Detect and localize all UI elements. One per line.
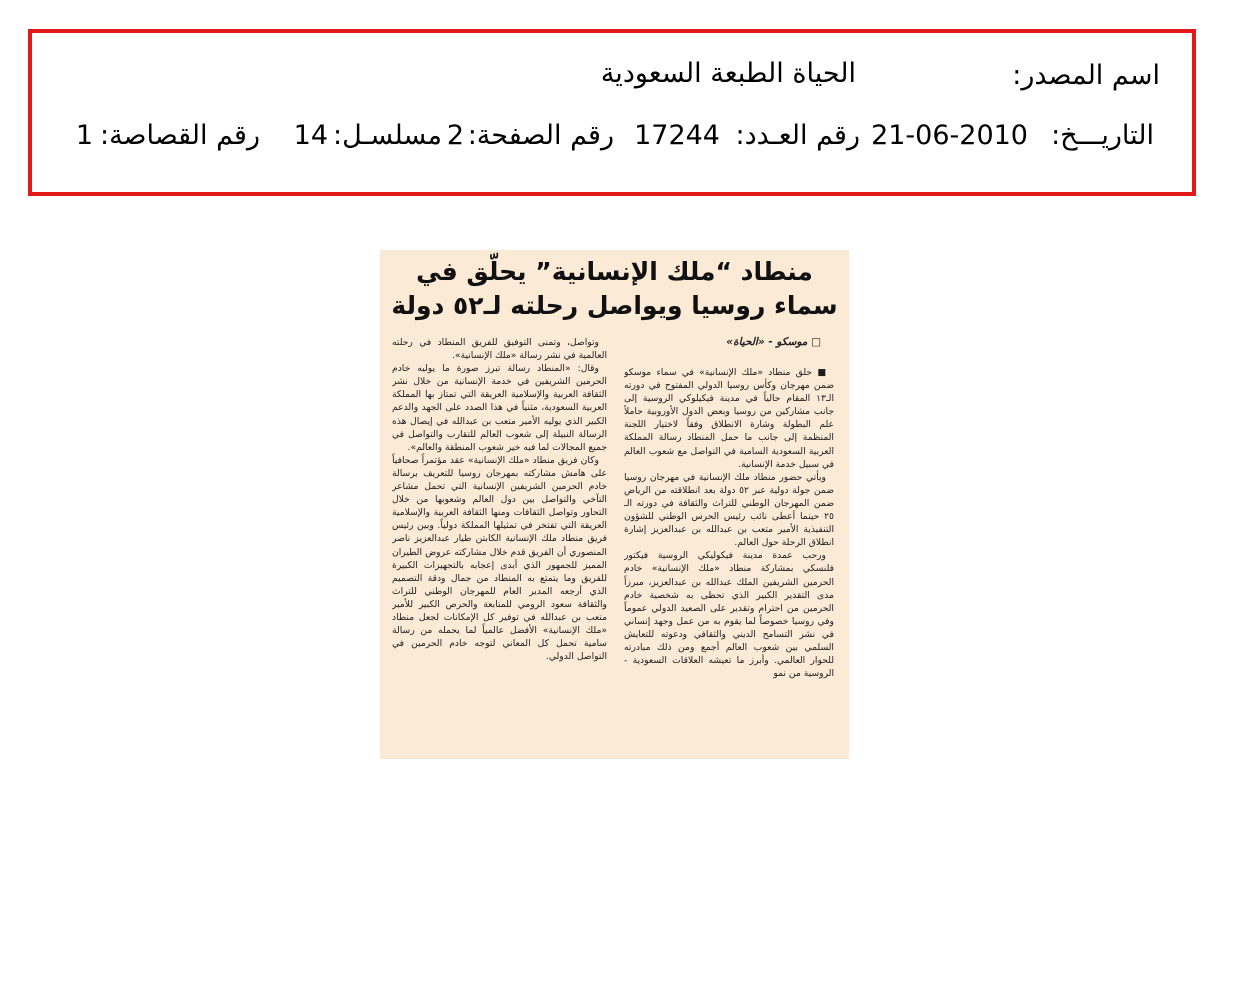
issue-label: رقم العـدد: bbox=[735, 120, 860, 151]
article-paragraph: وكان فريق منطاد «ملك الإنسانية» عقد مؤتمراً صحافياً على هامش مشاركته بمهرجان روسيا للتعريف برسالة خادم الحرمين الشريفين الإنسانية التي تحمل مشاعر التآخي والتواصل بين دول العالم وشعوبها من خلال التحاور وتواصل الثقافات ومنها الثقافة العربية والإسلامية العريقة التي تفتخر في تمثيلها المملكة دولياً. وبين رئيس فريق منطاد ملك الإنسانية الكابتن طيار عبدالعزيز ناصر المنصوري أن الفريق قدم خلال مشاركته عروض الطيران المميز للجمهور الذي أبدى إعجابه بالتجهيزات الكبيرة للفريق وما يتمتع به المنطاد من جمال ودقة التصميم الذي أرجعه المدير العام للمهرجان الوطني للتراث والثقافة سعود الرومي للمتابعة والحرص الكبير للأمير متعب بن عبدالله في توفير كل الإمكانات لجعل منطاد «ملك الإنسانية» الأفضل عالمياً لما يحمله من رسالة سامية تحمل كل المعاني لتوجه خادم الحرمين في التواصل الدولي. bbox=[392, 454, 607, 663]
article-column-right bbox=[624, 366, 834, 752]
serial-label: مسلسـل: bbox=[332, 120, 442, 151]
source-info-box bbox=[28, 29, 1196, 196]
source-label: اسم المصدر: bbox=[1012, 60, 1160, 91]
newspaper-clipping bbox=[380, 250, 849, 759]
article-paragraph: وتواصل، وتمنى التوفيق للفريق المنطاد في رحلته العالمية في نشر رسالة «ملك الإنسانية». bbox=[392, 337, 607, 362]
serial-value: 14 bbox=[293, 120, 328, 151]
issue-value: 17244 bbox=[634, 120, 720, 151]
article-title-line-2: سماء روسيا ويواصل رحلته لـ٥٢ دولة bbox=[391, 291, 838, 320]
clip-value: 1 bbox=[75, 120, 93, 151]
article-paragraph: وقال: «المنطاد رسالة تبرز صورة ما يوليه خادم الحرمين الشريفين في خدمة الإنسانية من خلال نشر الثقافة العربية والإسلامية العريقة التي تمتاز بها المملكة العربية السعودية، مثنياً في هذا الصدد على الجهد والدعم الكبير الذي يوليه الأمير متعب بن عبدالله في إيصال هذه الرسالة النبيلة إلى شعوب العالم للتقارب والتواصل في جميع المجالات لما فيه خير شعوب المنطقة والعالم». bbox=[392, 363, 607, 453]
source-value: الحياة الطبعة السعودية bbox=[600, 58, 856, 89]
page-value: 2 bbox=[446, 120, 464, 151]
article-byline: □ موسكو - «الحياة» bbox=[726, 336, 821, 348]
article-column-left bbox=[392, 336, 607, 752]
page-label: رقم الصفحة: bbox=[467, 120, 614, 151]
date-value: 21-06-2010 bbox=[871, 120, 1028, 151]
article-paragraph: ورحب عمدة مدينة فيكوليكي الروسية فيكتور فلنسكي بمشاركة منطاد «ملك الإنسانية» خادم الحرمين الشريفين الملك عبدالله بن عبدالعزيز، مبرزاً مدى التقدير الكبير الذي تحظى به شخصية خادم الحرمين من احترام وتقدير على الصعيد الدولي عموماً وفي روسيا خصوصاً لما يقوم به من عمل وجهد إنساني في نشر التسامح الديني والثقافي ودعوته للتعايش السلمي بين شعوب العالم أجمع ومن ذلك مبادرته للحوار العالمي. وأبرز ما تعيشه العلاقات السعودية - الروسية من نمو bbox=[624, 550, 834, 680]
date-label: التاريـــخ: bbox=[1051, 120, 1154, 151]
article-paragraph: ■ حلق منطاد «ملك الإنسانية» في سماء موسكو ضمن مهرجان وكأس روسيا الدولي المفتوح في دورته الـ١٣ المقام حالياً في مدينة فيكيلوكي الروسية إلى جانب مشاركين من روسيا وبعض الدول الأوروبية حاملاً علم البطولة وشارة الانطلاق وفقاً لاختيار اللجنة المنظمة إلى جانب ما حمل المنطاد رسالة المملكة العربية السعودية السامية في التواصل مع شعوب العالم في سبيل خدمة الإنسانية. bbox=[624, 367, 834, 470]
clip-label: رقم القصاصة: bbox=[99, 120, 260, 151]
article-title-line-1: منطاد “ملك الإنسانية” يحلّق في bbox=[416, 257, 813, 286]
article-paragraph: ويأتي حضور منطاد ملك الإنسانية في مهرجان روسيا ضمن جولة دولية عبر ٥٢ دولة بعد انطلاقته من الرياض ضمن المهرجان الوطني للتراث والثقافة في دورته الـ ٢٥ حينما أعطى نائب رئيس الحرس الوطني للشؤون التنفيذية الأمير متعب بن عبدالله بن عبدالعزيز إشارة انطلاق الرحلة حول العالم. bbox=[624, 471, 834, 549]
